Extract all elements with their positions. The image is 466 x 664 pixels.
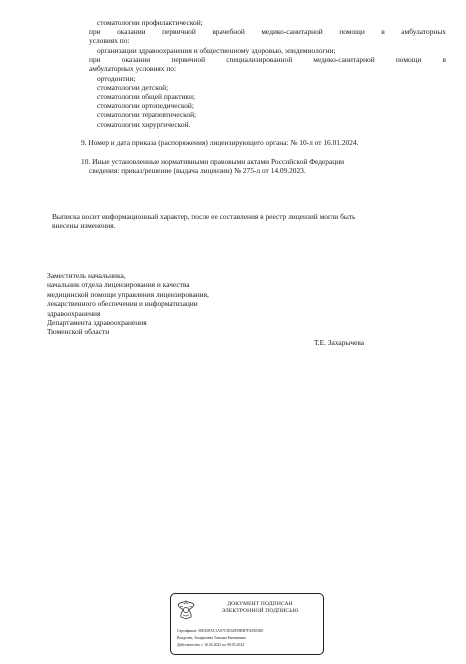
stamp-title: [201, 601, 319, 615]
signatory-line: здравоохранения: [47, 308, 101, 318]
list-line-4: организации здравоохранения и общественному здоровью, эпидемиологии;: [97, 46, 336, 55]
coat-of-arms-icon: [176, 599, 196, 621]
electronic-signature-stamp: [170, 593, 324, 655]
signatory-line: Тюменской области: [47, 327, 110, 337]
list-line-9: стоматологии общей практики;: [97, 92, 196, 101]
stamp-validity: Действителен: с 16.02.2023 по 08.05.2024: [177, 642, 245, 647]
stamp-certificate: Сертификат: 00E45FAC1A07C5E54959BB7F43905D0: [177, 629, 264, 633]
list-line-1: стоматологии профилактической;: [97, 18, 203, 27]
signatory-line: Заместитель начальника,: [47, 271, 126, 280]
stamp-owner: Владелец: Захарычева Татьяна Евгеньевна: [177, 635, 246, 640]
list-line-8: стоматологии детской;: [97, 83, 169, 92]
item-10-line-1: 10. Иные установленные нормативными правовыми актами Российской Федерации: [81, 157, 345, 166]
notice-line-2: внесены изменения.: [52, 221, 116, 230]
list-line-5: при оказании первичной специализированной медико-санитарной помощи в: [89, 55, 446, 64]
stamp-title-line-1: ДОКУМЕНТ ПОДПИСАН: [227, 601, 293, 607]
item-10-line-2: сведения: приказ/решение (выдача лицензии) № 275-л от 14.09.2023.: [89, 166, 306, 175]
signatory-line: Департамента здравоохранения: [47, 318, 147, 328]
item-9: 9. Номер и дата приказа (распоряжения) лицензирующего органа: № 10-л от 16.01.2024.: [81, 138, 359, 147]
list-line-12: стоматологии хирургической.: [97, 120, 191, 129]
list-line-3: условиях по:: [89, 36, 130, 45]
list-line-10: стоматологии ортопедической;: [97, 101, 194, 110]
signatory-name: Т.Е. Захарычева: [314, 338, 365, 347]
signatory-line: медицинской помощи управления лицензирования,: [47, 289, 209, 299]
list-line-11: стоматологии терапевтической;: [97, 110, 197, 119]
stamp-title-line-2: ЭЛЕКТРОННОЙ ПОДПИСЬЮ: [221, 608, 299, 614]
stamp-details: [177, 628, 263, 648]
signatory-position: [47, 271, 209, 337]
notice-line-1: Выписка носит информационный характер, после ее составления в реестр лицензий могли быть: [52, 212, 356, 221]
list-line-7: ортодонтии;: [97, 74, 136, 83]
signatory-line: начальник отдела лицензирования и качества: [47, 280, 190, 290]
signatory-line: лекарственного обеспечения и информатизации: [47, 299, 198, 309]
list-line-6: амбулаторных условиях по:: [89, 64, 177, 73]
list-line-2: при оказании первичной врачебной медико-санитарной помощи в амбулаторных: [89, 27, 446, 36]
